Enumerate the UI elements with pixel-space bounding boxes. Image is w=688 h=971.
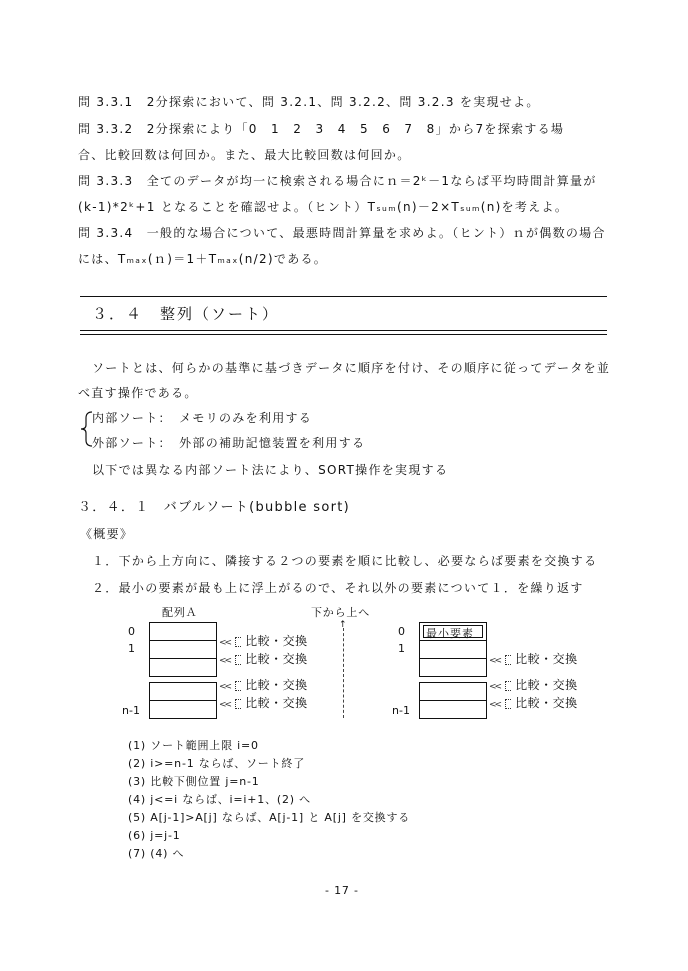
problem-3-3-3-line1: 問 3.3.3 全てのデータが均一に検索される場合にｎ＝2ᵏ－1ならば平均時間計算量が	[78, 174, 597, 188]
step-2: (2) i>=n-1 ならば、ソート終了	[128, 757, 306, 770]
subsection-title: ３．４．１ バブルソート(bubble sort)	[78, 500, 351, 515]
problem-3-3-4-line2: には、Tₘₐₓ(ｎ)＝1＋Tₘₐₓ(n/2)である。	[78, 252, 328, 266]
array-cell-right-n2	[419, 682, 487, 701]
index-n1-right: n-1	[392, 704, 410, 717]
index-0-left: 0	[128, 625, 135, 638]
index-1-left: 1	[128, 642, 135, 655]
compare-label: << 比較・交換	[219, 634, 308, 648]
page-number: - 17 -	[325, 884, 359, 897]
step-6: (6) j=j-1	[128, 829, 181, 842]
note-line: 以下では異なる内部ソート法により、SORT操作を実現する	[92, 463, 449, 477]
index-0-right: 0	[398, 625, 405, 638]
section-bottom-rule	[80, 330, 607, 335]
problem-3-3-4-line1: 問 3.3.4 一般的な場合について、最悪時間計算量を求めよ。（ヒント）ｎが偶数の場合	[78, 226, 606, 240]
array-cell-2	[149, 658, 217, 677]
min-element-cell	[419, 622, 487, 641]
array-cell-1	[149, 640, 217, 659]
problem-3-3-2-line1: 問 3.3.2 2分探索により「0 1 2 3 4 5 6 7 8」から7を探索する場	[78, 122, 565, 136]
step-1: (1) ソート範囲上限 i=0	[128, 739, 259, 752]
internal-sort-line: 内部ソート： メモリのみを利用する	[92, 411, 313, 425]
array-cell-right-1	[419, 640, 487, 659]
compare-label: << 比較・交換	[489, 678, 578, 692]
section-top-rule	[80, 296, 607, 297]
compare-label: << 比較・交換	[219, 696, 308, 710]
overview-item-1: １．下から上方向に、隣接する２つの要素を順に比較し、必要ならば要素を交換する	[92, 554, 598, 568]
direction-dashed-line	[343, 628, 344, 718]
direction-label: 下から上へ	[311, 606, 370, 619]
step-5: (5) A[j-1]>A[j] ならば、A[j-1] と A[j] を交換する	[128, 811, 411, 824]
array-cell-0	[149, 622, 217, 641]
compare-label: << 比較・交換	[219, 678, 308, 692]
compare-label: << 比較・交換	[489, 652, 578, 666]
step-4: (4) j<=i ならば、i=i+1、(2) へ	[128, 793, 311, 806]
array-cell-right-2	[419, 658, 487, 677]
array-cell-n2	[149, 682, 217, 701]
step-7: (7) (4) へ	[128, 847, 185, 860]
problem-3-3-1: 問 3.3.1 2分探索において、問 3.2.1、問 3.2.2、問 3.2.3 を実現せよ。	[78, 95, 540, 109]
index-1-right: 1	[398, 642, 405, 655]
section-title: ３．４ 整列（ソート）	[92, 305, 280, 323]
overview-label: 《概要》	[80, 527, 134, 541]
external-sort-line: 外部ソート： 外部の補助記憶装置を利用する	[92, 436, 366, 450]
array-cell-n1	[149, 700, 217, 719]
problem-3-3-2-line2: 合、比較回数は何回か。また、最大比較回数は何回か。	[78, 148, 411, 162]
intro-line1: ソートとは、何らかの基準に基づきデータに順序を付け、その順序に従ってデータを並	[92, 361, 611, 375]
array-label: 配列Ａ	[162, 606, 198, 619]
up-arrow-icon: ↑	[339, 620, 347, 630]
min-element-label: 最小要素	[426, 627, 474, 640]
array-cell-right-n1	[419, 700, 487, 719]
compare-label: << 比較・交換	[489, 696, 578, 710]
problem-3-3-3-line2: (k-1)*2ᵏ+1 となることを確認せよ。（ヒント）Tₛᵤₘ(n)－2×Tₛᵤₘ(n)を考えよ。	[78, 200, 569, 214]
overview-item-2: ２．最小の要素が最も上に浮上がるので、それ以外の要素について１．を繰り返す	[92, 581, 584, 595]
intro-line2: べ直す操作である。	[78, 386, 198, 400]
step-3: (3) 比較下側位置 j=n-1	[128, 775, 260, 788]
compare-label: << 比較・交換	[219, 652, 308, 666]
index-n1-left: n-1	[122, 704, 140, 717]
